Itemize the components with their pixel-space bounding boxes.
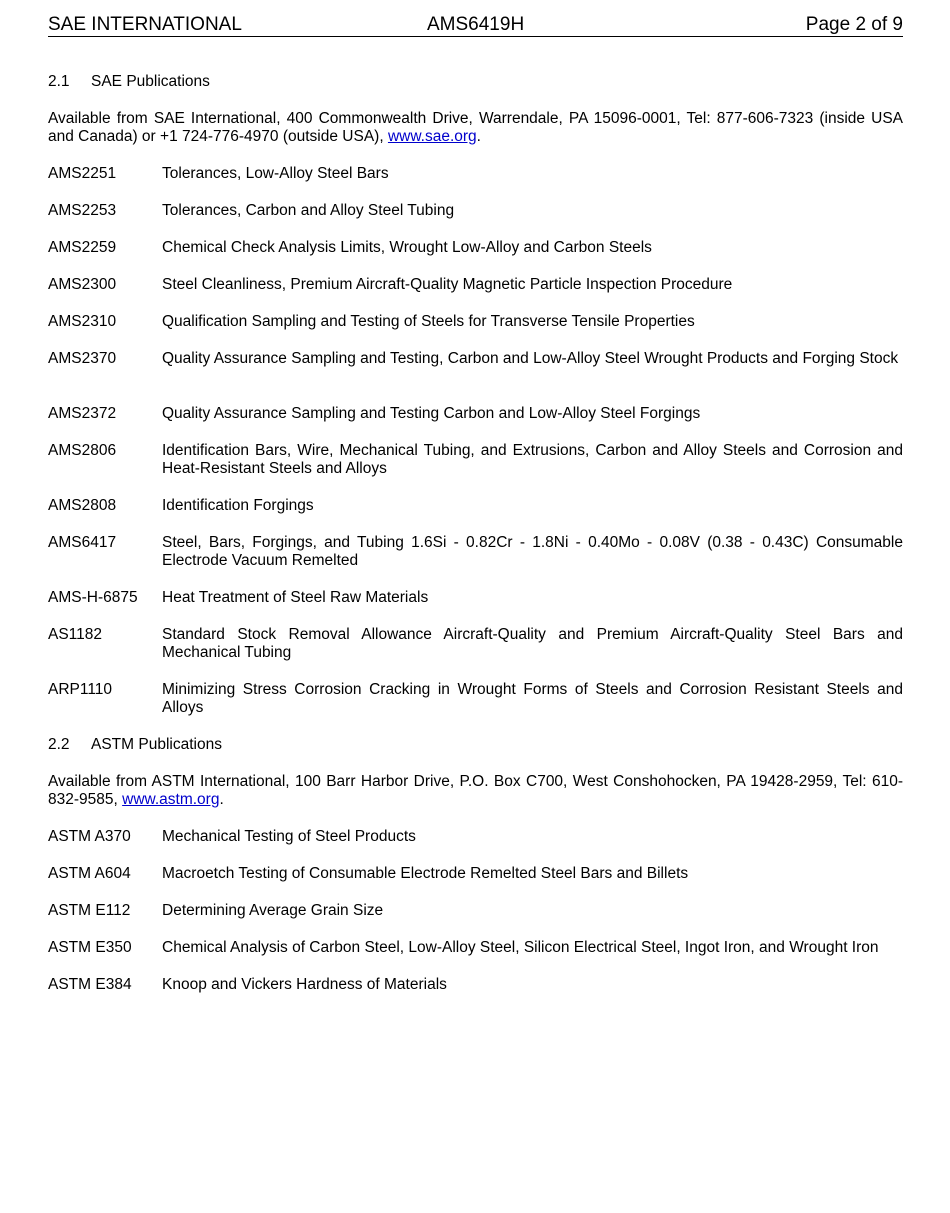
header-org: SAE INTERNATIONAL <box>48 14 242 35</box>
reference-code: AMS2300 <box>48 276 117 293</box>
reference-title: Determining Average Grain Size <box>162 902 384 919</box>
reference-entry <box>48 202 903 220</box>
reference-title: Minimizing Stress Corrosion Cracking in Wrought Forms of Steels and Corrosion Resistant Steels and Alloys <box>162 681 903 716</box>
reference-title: Quality Assurance Sampling and Testing, Carbon and Low-Alloy Steel Wrought Products and Forging Stock <box>162 350 899 367</box>
reference-code: ASTM E112 <box>48 902 131 919</box>
section-heading-astm <box>48 736 222 754</box>
reference-code: AMS6417 <box>48 534 117 551</box>
availability-text: Available from SAE International, 400 Commonwealth Drive, Warrendale, PA 15096-0001, Tel: 877-606-7323 (inside USA and Canada) or +1 724-776-4970 (outside USA), <box>48 110 903 145</box>
reference-title: Steel, Bars, Forgings, and Tubing 1.6Si - 0.82Cr - 1.8Ni - 0.40Mo - 0.08V (0.38 - 0.43C) Consumable Electrode Vacuum Remelted <box>162 534 903 569</box>
reference-title: Chemical Analysis of Carbon Steel, Low-Alloy Steel, Silicon Electrical Steel, Ingot Iron, and Wrought Iron <box>162 939 879 956</box>
reference-entry <box>48 497 903 515</box>
reference-title: Qualification Sampling and Testing of Steels for Transverse Tensile Properties <box>162 313 695 330</box>
reference-title: Macroetch Testing of Consumable Electrode Remelted Steel Bars and Billets <box>162 865 689 882</box>
section-heading-sae <box>48 73 210 91</box>
reference-title: Identification Forgings <box>162 497 314 514</box>
reference-code: AMS2370 <box>48 350 117 367</box>
reference-entry <box>48 313 903 331</box>
reference-entry <box>48 828 903 846</box>
reference-code: AMS2310 <box>48 313 117 330</box>
header-doc-id: AMS6419H <box>427 14 525 35</box>
reference-title: Standard Stock Removal Allowance Aircraft-Quality and Premium Aircraft-Quality Steel Bars and Mechanical Tubing <box>162 626 903 661</box>
reference-code: AMS2372 <box>48 405 117 422</box>
reference-title: Chemical Check Analysis Limits, Wrought Low-Alloy and Carbon Steels <box>162 239 652 256</box>
reference-entry <box>48 442 903 478</box>
reference-entry <box>48 939 903 957</box>
page-header <box>48 14 903 37</box>
reference-code: ASTM E384 <box>48 976 132 993</box>
section-title: SAE Publications <box>91 73 210 90</box>
reference-title: Mechanical Testing of Steel Products <box>162 828 416 845</box>
reference-entry <box>48 865 903 883</box>
reference-code: AMS2806 <box>48 442 117 459</box>
reference-code: AMS2259 <box>48 239 117 256</box>
reference-title: Quality Assurance Sampling and Testing Carbon and Low-Alloy Steel Forgings <box>162 405 701 422</box>
astm-availability-paragraph <box>48 773 903 809</box>
reference-entry <box>48 534 903 570</box>
reference-entry <box>48 165 903 183</box>
reference-entry <box>48 350 903 368</box>
section-number: 2.1 <box>48 73 70 90</box>
reference-code: ASTM A604 <box>48 865 131 882</box>
reference-title: Knoop and Vickers Hardness of Materials <box>162 976 447 993</box>
reference-title: Steel Cleanliness, Premium Aircraft-Quality Magnetic Particle Inspection Procedure <box>162 276 733 293</box>
sae-availability-paragraph <box>48 110 903 146</box>
reference-code: AMS2251 <box>48 165 117 182</box>
reference-entry <box>48 589 903 607</box>
astm-website-link[interactable]: www.astm.org <box>122 791 220 808</box>
reference-entry <box>48 976 903 994</box>
availability-text: Available from ASTM International, 100 Barr Harbor Drive, P.O. Box C700, West Conshohocken, PA 19428-2959, Tel: 610-832-9585, <box>48 773 903 808</box>
reference-entry <box>48 239 903 257</box>
reference-entry <box>48 405 903 423</box>
reference-title: Heat Treatment of Steel Raw Materials <box>162 589 429 606</box>
reference-code: AMS2808 <box>48 497 117 514</box>
reference-entry <box>48 902 903 920</box>
availability-trail: . <box>219 791 224 808</box>
availability-trail: . <box>476 128 481 145</box>
reference-code: ASTM A370 <box>48 828 131 845</box>
reference-code: AS1182 <box>48 626 103 643</box>
sae-website-link[interactable]: www.sae.org <box>387 128 477 145</box>
reference-code: ASTM E350 <box>48 939 132 956</box>
reference-code: AMS-H-6875 <box>48 589 138 606</box>
reference-entry <box>48 681 903 717</box>
reference-title: Tolerances, Low-Alloy Steel Bars <box>162 165 389 182</box>
reference-entry <box>48 626 903 662</box>
reference-title: Identification Bars, Wire, Mechanical Tubing, and Extrusions, Carbon and Alloy Steels and Corrosion and Heat-Resistant Steels and Alloys <box>162 442 903 477</box>
document-page <box>48 14 903 993</box>
reference-code: AMS2253 <box>48 202 117 219</box>
section-number: 2.2 <box>48 736 70 753</box>
reference-code: ARP1110 <box>48 681 113 698</box>
section-title: ASTM Publications <box>91 736 222 753</box>
reference-entry <box>48 276 903 294</box>
header-page-number: Page 2 of 9 <box>805 14 903 35</box>
reference-title: Tolerances, Carbon and Alloy Steel Tubing <box>162 202 455 219</box>
